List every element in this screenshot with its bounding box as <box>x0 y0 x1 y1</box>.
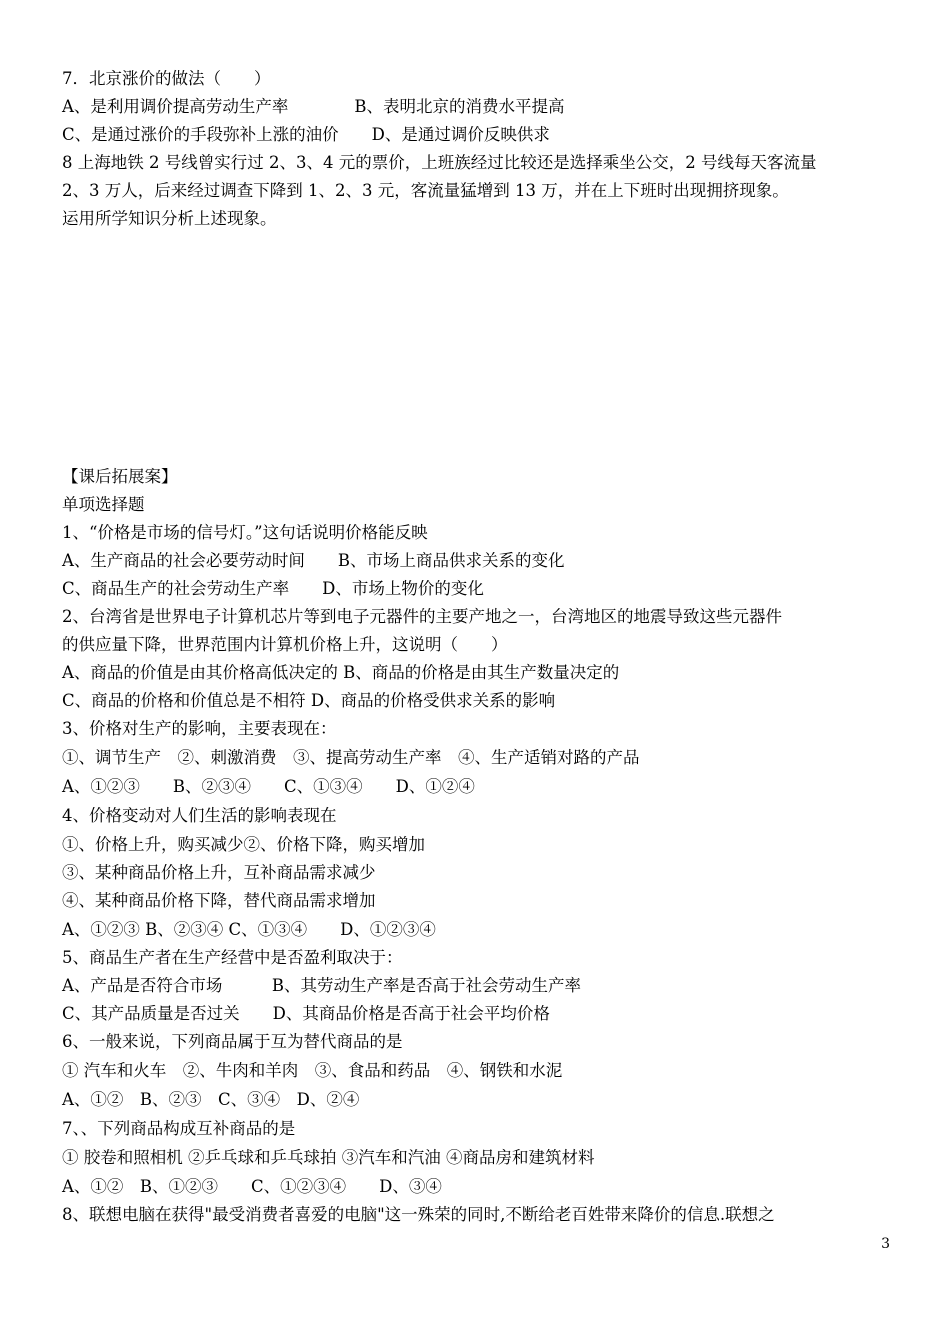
question-7-options-ab: A、是利用调价提高劳动生产率 B、表明北京的消费水平提高 <box>62 97 565 116</box>
q3-options: A、①②③ B、②③④ C、①③④ D、①②④ <box>62 777 475 796</box>
question-7-stem: 7．北京涨价的做法（ ） <box>62 69 271 88</box>
q4-items-1-2: ①、价格上升，购买减少②、价格下降，购买增加 <box>62 835 425 854</box>
page-number: 3 <box>881 1236 890 1252</box>
q1-stem: 1、“价格是市场的信号灯。”这句话说明价格能反映 <box>62 523 428 542</box>
q4-options: A、①②③ B、②③④ C、①③④ D、①②③④ <box>62 920 436 939</box>
q5-options-ab: A、产品是否符合市场 B、其劳动生产率是否高于社会劳动生产率 <box>62 976 582 995</box>
q3-stem: 3、价格对生产的影响，主要表现在： <box>62 719 337 738</box>
q4-item-4: ④、某种商品价格下降，替代商品需求增加 <box>62 891 376 910</box>
q7-stem: 7、、下列商品构成互补商品的是 <box>62 1119 296 1138</box>
question-8-line-2: 2、3 万人，后来经过调查下降到 1、2、3 元，客流量猛增到 13 万，并在上下班时出现拥挤现象。 <box>62 181 789 200</box>
q7-items: ① 胶卷和照相机 ②乒乓球和乒乓球拍 ③汽车和汽油 ④商品房和建筑材料 <box>62 1148 595 1167</box>
section-heading: 【课后拓展案】 <box>62 467 178 486</box>
q6-options: A、①② B、②③ C、③④ D、②④ <box>62 1090 360 1109</box>
q2-stem-line-1: 2、台湾省是世界电子计算机芯片等到电子元器件的主要产地之一，台湾地区的地震导致这些元器件 <box>62 607 782 626</box>
q2-stem-line-2: 的供应量下降，世界范围内计算机价格上升，这说明（ ） <box>62 635 508 654</box>
question-7-options-cd: C、是通过涨价的手段弥补上涨的油价 D、是通过调价反映供求 <box>62 125 550 144</box>
subsection-heading: 单项选择题 <box>62 495 145 514</box>
q4-stem: 4、价格变动对人们生活的影响表现在 <box>62 806 337 825</box>
q2-options-ab: A、商品的价值是由其价格高低决定的 B、商品的价格是由其生产数量决定的 <box>62 663 620 682</box>
q8-stem-line-1: 8、联想电脑在获得"最受消费者喜爱的电脑"这一殊荣的同时,不断给老百姓带来降价的信息.联想之 <box>62 1205 775 1224</box>
q6-stem: 6、一般来说，下列商品属于互为替代商品的是 <box>62 1032 403 1051</box>
q5-options-cd: C、其产品质量是否过关 D、其商品价格是否高于社会平均价格 <box>62 1004 550 1023</box>
q6-items: ① 汽车和火车 ②、牛肉和羊肉 ③、食品和药品 ④、钢铁和水泥 <box>62 1061 563 1080</box>
q3-items: ①、调节生产 ②、刺激消费 ③、提高劳动生产率 ④、生产适销对路的产品 <box>62 748 640 767</box>
q5-stem: 5、商品生产者在生产经营中是否盈利取决于： <box>62 948 403 967</box>
q1-options-cd: C、商品生产的社会劳动生产率 D、市场上物价的变化 <box>62 579 484 598</box>
question-8-line-1: 8 上海地铁 2 号线曾实行过 2、3、4 元的票价，上班族经过比较还是选择乘坐公交，2 号线每天客流量 <box>62 153 817 172</box>
q2-options-cd: C、商品的价格和价值总是不相符 D、商品的价格受供求关系的影响 <box>62 691 556 710</box>
q1-options-ab: A、生产商品的社会必要劳动时间 B、市场上商品供求关系的变化 <box>62 551 565 570</box>
q7-options: A、①② B、①②③ C、①②③④ D、③④ <box>62 1177 442 1196</box>
q4-item-3: ③、某种商品价格上升，互补商品需求减少 <box>62 863 376 882</box>
question-8-line-3: 运用所学知识分析上述现象。 <box>62 209 277 228</box>
